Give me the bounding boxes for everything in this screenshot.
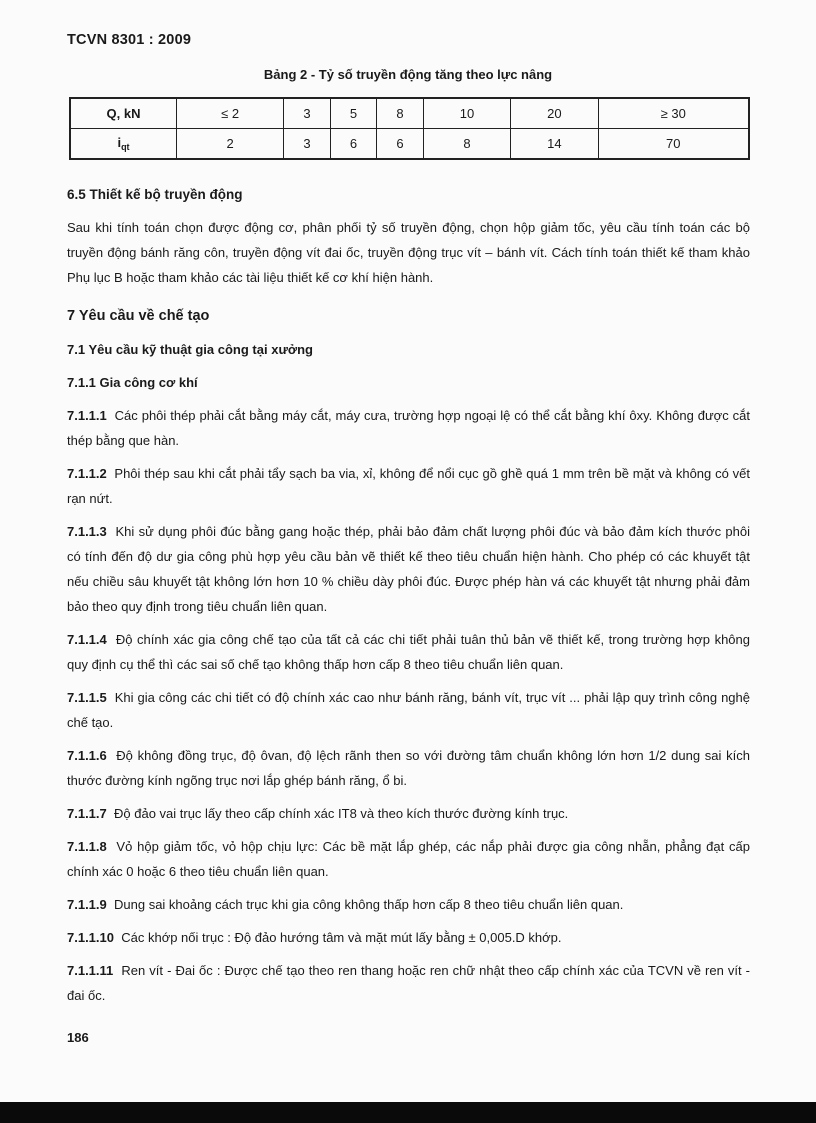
clause-text: Khi sử dụng phôi đúc bằng gang hoặc thép, phải bảo đảm chất lượng phôi đúc và bảo đảm kích thước phôi có tính đến độ dư gia công phù hợp yêu cầu bản vẽ thiết kế theo tiêu chuẩn hiện hành. Cho phép có các khuyết tật nếu chiều sâu khuyết tật không lớn hơn 10 % chiều dày phôi đúc. Được phép hàn vá các khuyết tật nhưng phải đảm bảo theo quy định trong tiêu chuẩn liên quan. (67, 524, 750, 614)
table-cell: 8 (423, 129, 510, 160)
clause-number: 7.1.1.7 (67, 806, 107, 821)
scan-edge-bar (0, 1102, 816, 1123)
section-heading-7-1: 7.1 Yêu cầu kỹ thuật gia công tại xưởng (67, 342, 313, 357)
clause-number: 7.1.1.11 (67, 963, 114, 978)
clause-paragraph (67, 801, 750, 826)
table-title: Bảng 2 - Tỷ số truyền động tăng theo lực nâng (263, 67, 553, 82)
clause-number: 7.1.1.4 (67, 632, 107, 647)
clause-paragraph (67, 627, 750, 677)
clause-text: Dung sai khoảng cách trục khi gia công không thấp hơn cấp 8 theo tiêu chuẩn liên quan. (114, 897, 624, 912)
clause-number: 7.1.1.8 (67, 839, 107, 854)
page-number: 186 (67, 1030, 89, 1045)
section-heading-7: 7 Yêu cầu về chế tạo (67, 308, 210, 324)
table-cell: 10 (423, 98, 510, 129)
clause-text: Các phôi thép phải cắt bằng máy cắt, máy cưa, trường hợp ngoại lệ có thể cắt bằng khí ôxy. Không được cắt thép bằng que hàn. (67, 408, 750, 448)
clause-paragraph (67, 958, 750, 1008)
table-header-cell (70, 129, 177, 160)
table-row (70, 129, 749, 160)
table-cell: 6 (377, 129, 424, 160)
section-heading-6-5: 6.5 Thiết kế bộ truyền động (67, 187, 243, 202)
clause-paragraph (67, 519, 750, 619)
clause-paragraph (67, 925, 750, 950)
ratio-symbol: i (117, 135, 122, 150)
clause-paragraph (67, 743, 750, 793)
clause-text: Độ đảo vai trục lấy theo cấp chính xác IT8 và theo kích thước đường kính trục. (114, 806, 569, 821)
table-cell: 20 (511, 98, 598, 129)
table-row (70, 98, 749, 129)
clause-paragraph (67, 892, 750, 917)
table-cell: 6 (330, 129, 377, 160)
clause-number: 7.1.1.9 (67, 897, 107, 912)
document-code: TCVN 8301 : 2009 (67, 32, 192, 48)
clause-number: 7.1.1.10 (67, 930, 114, 945)
clause-paragraph (67, 685, 750, 735)
clause-text: Khi gia công các chi tiết có độ chính xác cao như bánh răng, bánh vít, trục vít ... phải lập quy trình công nghệ chế tạo. (67, 690, 750, 730)
table-cell: 70 (598, 129, 749, 160)
clause-paragraph (67, 403, 750, 453)
table-cell: 3 (284, 98, 331, 129)
table-cell: 5 (330, 98, 377, 129)
clause-text: Độ chính xác gia công chế tạo của tất cả các chi tiết phải tuân thủ bản vẽ thiết kế, trong trường hợp không quy định cụ thể thì các sai số chế tạo không thấp hơn cấp 8 theo tiêu chuẩn liên quan. (67, 632, 750, 672)
section-paragraph: Sau khi tính toán chọn được động cơ, phân phối tỷ số truyền động, chọn hộp giảm tốc, yêu cầu tính toán các bộ truyền động bánh răng côn, truyền động vít đai ốc, truyền động trục vít – bánh vít. Cách tính toán thiết kế tham khảo Phụ lục B hoặc tham khảo các tài liệu thiết kế cơ khí hiện hành. (67, 220, 750, 285)
clause-number: 7.1.1.3 (67, 524, 107, 539)
table-cell: 14 (511, 129, 598, 160)
ratio-subscript: qt (121, 142, 130, 152)
table-cell: 2 (177, 129, 284, 160)
clause-text: Các khớp nối trục : Độ đảo hướng tâm và mặt mút lấy bằng ± 0,005.D khớp. (121, 930, 562, 945)
body-content (67, 182, 750, 1016)
clause-paragraph (67, 461, 750, 511)
table-cell: ≤ 2 (177, 98, 284, 129)
table-cell: 3 (284, 129, 331, 160)
table-cell: 8 (377, 98, 424, 129)
clause-text: Độ không đồng trục, độ ôvan, độ lệch rãnh then so với đường tâm chuẩn không lớn hơn 1/2 dung sai kích thước đường kính ngõng trục nơi lắp ghép bánh răng, ổ bi. (67, 748, 750, 788)
table-header-cell: Q, kN (70, 98, 177, 129)
clause-text: Phôi thép sau khi cắt phải tẩy sạch ba via, xỉ, không để nổi cục gồ ghề quá 1 mm trên bề mặt và không có vết rạn nứt. (67, 466, 750, 506)
clause-number: 7.1.1.6 (67, 748, 107, 763)
table-cell: ≥ 30 (598, 98, 749, 129)
ratio-table (69, 97, 750, 160)
clause-text: Vỏ hộp giảm tốc, vỏ hộp chịu lực: Các bề mặt lắp ghép, các nắp phải được gia công nhẵn, phẳng đạt cấp chính xác 0 hoặc 6 theo tiêu chuẩn liên quan. (67, 839, 750, 879)
clause-number: 7.1.1.5 (67, 690, 107, 705)
clause-number: 7.1.1.2 (67, 466, 107, 481)
clause-text: Ren vít - Đai ốc : Được chế tạo theo ren thang hoặc ren chữ nhật theo cấp chính xác của TCVN về ren vít - đai ốc. (67, 963, 750, 1003)
clause-paragraph (67, 834, 750, 884)
clause-number: 7.1.1.1 (67, 408, 107, 423)
section-heading-7-1-1: 7.1.1 Gia công cơ khí (67, 375, 198, 390)
